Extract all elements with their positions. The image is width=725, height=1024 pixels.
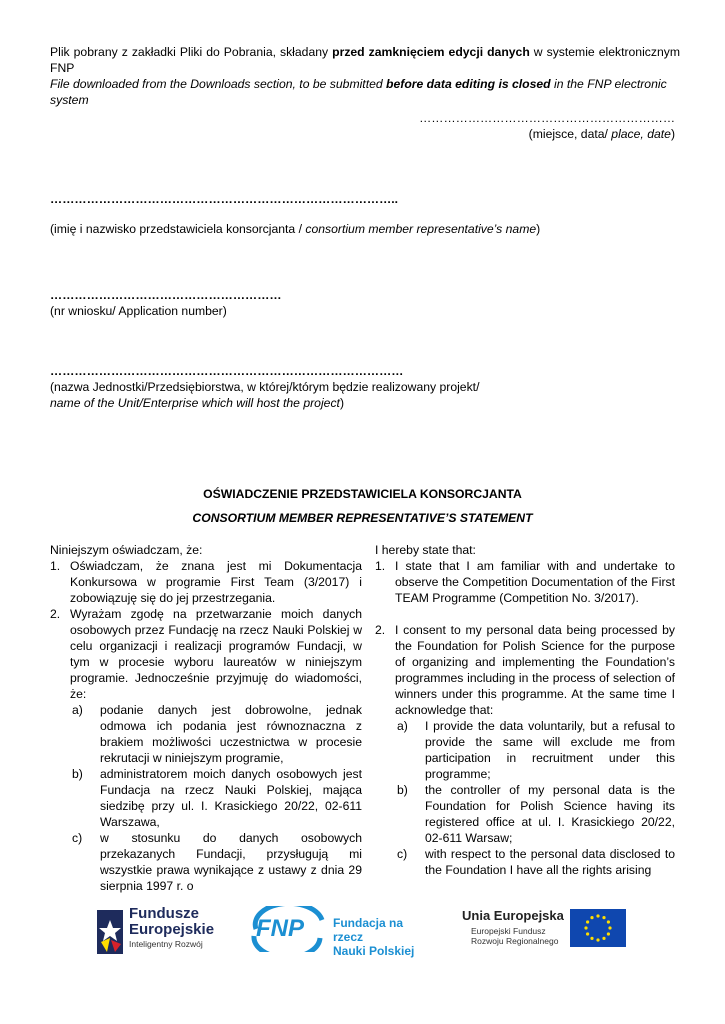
unit-dots: …………………………………………………………………………… [50, 364, 404, 378]
list-item [375, 782, 675, 846]
header-en-post: in the FNP electronic system [50, 77, 667, 107]
item-letter: a) [72, 703, 83, 717]
eu-star [607, 920, 610, 923]
list-item [50, 558, 362, 606]
statement-column-pl [50, 542, 362, 894]
unit-label-en-line [50, 395, 650, 411]
fnp-name [333, 916, 433, 958]
item-letter: b) [72, 767, 83, 781]
statement-title-en: CONSORTIUM MEMBER REPRESENTATIVE’S STATEMENT [192, 511, 533, 525]
fnp-line1: Fundacja na rzecz [333, 916, 404, 944]
unia-europejska-text [462, 906, 562, 952]
item-text: Oświadczam, że znana jest mi Dokumentacja Konkursowa w programie First Team (3/2017) i zobowiązuję się do jej przestrzegania. [70, 559, 362, 605]
item-text: I consent to my personal data being processed by the Foundation for Polish Science for the purpose of organizing and implementing the Foundation’s programmes including in the process of selection of winners under this programme. At the same time I acknowledge that: [395, 623, 675, 717]
eu-star [607, 932, 610, 935]
representative-label-en: consortium member representative’s name [305, 222, 537, 236]
intro-en: I hereby state that: [375, 543, 476, 557]
fe-line2: Europejskie [129, 921, 215, 938]
eu-star [586, 920, 589, 923]
item-text: Wyrażam zgodę na przetwarzanie moich danych osobowych przez Fundację na rzecz Nauki Polskiej w celu organizacji i realizacji programów Fundacji, w tym w procesie wyboru laureatów w niniejszym programie. Jednocześnie przyjmuję do wiadomości, że: [70, 607, 362, 701]
list-item [50, 702, 362, 766]
header-note-pl [50, 44, 680, 76]
fe-star-icon [97, 904, 127, 954]
header-en-pre: File downloaded from the Downloads section, to be submitted [50, 77, 387, 91]
item-letter: c) [397, 847, 408, 861]
list-item [375, 846, 675, 878]
item-number: 2. [375, 623, 386, 637]
statement-list-en [375, 558, 675, 718]
intro-pl: Niniejszym oświadczam, że: [50, 543, 203, 557]
item-text: with respect to the personal data disclosed to the Foundation I have all the rights arising [425, 847, 675, 877]
statement-title-pl: OŚWIADCZENIE PRZEDSTAWICIELA KONSORCJANTA [203, 487, 522, 501]
eu-star [608, 926, 611, 929]
representative-label [50, 221, 650, 237]
eu-flag-icon [570, 909, 626, 947]
representative-dots: ………………………………………………………………………….. [50, 192, 399, 206]
unit-label-close: ) [339, 396, 344, 410]
application-dots: ………………………………………………… [50, 288, 282, 302]
list-item [375, 558, 675, 606]
unit-field [50, 363, 650, 411]
item-letter: c) [72, 831, 83, 845]
representative-label-pl: (imię i nazwisko przedstawiciela konsorcjanta / [50, 222, 306, 236]
ue-sub1: Europejski Fundusz [471, 926, 546, 936]
eu-star [602, 937, 605, 940]
item-text: administratorem moich danych osobowych jest Fundacja na rzecz Nauki Polskiej, mająca siedzibę przy ul. I. Krasickiego 20/22, 02-611 Warszawa, [100, 767, 362, 829]
header-pl-post: w systemie elektronicznym FNP [50, 45, 680, 75]
application-label: (nr wniosku/ Application number) [50, 304, 227, 318]
eu-star [590, 937, 593, 940]
footer-logos [0, 896, 725, 966]
item-letter: b) [397, 783, 408, 797]
place-date-dots: ……………………………………………………… [419, 111, 675, 125]
header-pl-pre: Plik pobrany z zakładki Pliki do Pobrania, składany [50, 45, 333, 59]
eu-star [596, 938, 599, 941]
unit-label-en: name of the Unit/Enterprise which will host the project [50, 396, 340, 410]
eu-star [590, 916, 593, 919]
representative-label-close: ) [536, 222, 541, 236]
place-date-label-close: ) [670, 127, 675, 141]
item-text: I provide the data voluntarily, but a refusal to provide the same will exclude me from participation in recruitment under this programme; [425, 719, 675, 781]
application-field [50, 287, 650, 319]
list-item [375, 718, 675, 782]
eu-star [596, 914, 599, 917]
item-number: 2. [50, 607, 61, 621]
unit-label-pl: (nazwa Jednostki/Przedsiębiorstwa, w której/którym będzie realizowany projekt/ [50, 380, 480, 394]
fe-subtitle: Inteligentny Rozwój [129, 939, 203, 949]
item-number: 1. [50, 559, 61, 573]
eu-star [584, 926, 587, 929]
ue-subtitle [471, 926, 558, 946]
sub-list-en [375, 718, 675, 878]
fnp-abbr: FNP [256, 915, 304, 942]
eu-star [602, 916, 605, 919]
item-text: w stosunku do danych osobowych przekazanych Fundacji, przysługują mi wszystkie prawa wynikające z ustawy z dnia 29 sierpnia 1997 r. o [100, 831, 362, 893]
fnp-line2: Nauki Polskiej [333, 944, 415, 958]
ue-title: Unia Europejska [462, 908, 564, 923]
eu-star [586, 932, 589, 935]
item-text: podanie danych jest dobrowolne, jednak odmowa ich podania jest równoznaczna z brakiem możliwości uczestnictwa w procesie rekrutacji w niniejszym programie, [100, 703, 362, 765]
list-item [50, 766, 362, 830]
statement-list-pl [50, 558, 362, 702]
place-date-label-en: place, date [611, 127, 671, 141]
fe-title [129, 906, 214, 938]
place-date-label-pl: (miejsce, data/ [528, 127, 612, 141]
place-date-label [375, 126, 675, 142]
header-note-en [50, 76, 680, 108]
item-text: I state that I am familiar with and undertake to observe the Competition Documentation of the First TEAM Programme (Competition No. 3/2017). [395, 559, 675, 605]
statement-column-en [375, 542, 675, 878]
list-item [375, 622, 675, 718]
representative-field [50, 191, 650, 237]
header-note [50, 44, 680, 108]
sub-list-pl [50, 702, 362, 894]
fnp-logo [248, 906, 433, 958]
ue-sub2: Rozwoju Regionalnego [471, 936, 559, 946]
item-number: 1. [375, 559, 386, 573]
header-en-bold: before data editing is closed [386, 77, 551, 91]
fundusze-europejskie-logo [97, 904, 237, 954]
fe-line1: Fundusze [129, 905, 199, 922]
eu-stars-icon [570, 909, 626, 947]
item-letter: a) [397, 719, 408, 733]
place-date-field [375, 110, 675, 142]
item-text: the controller of my personal data is the Foundation for Polish Science having its registered office at ul. I. Krasickiego 20/22, 02-611 Warsaw; [425, 783, 675, 845]
header-pl-bold: przed zamknięciem edycji danych [332, 45, 530, 59]
list-item [50, 830, 362, 894]
list-item [50, 606, 362, 702]
